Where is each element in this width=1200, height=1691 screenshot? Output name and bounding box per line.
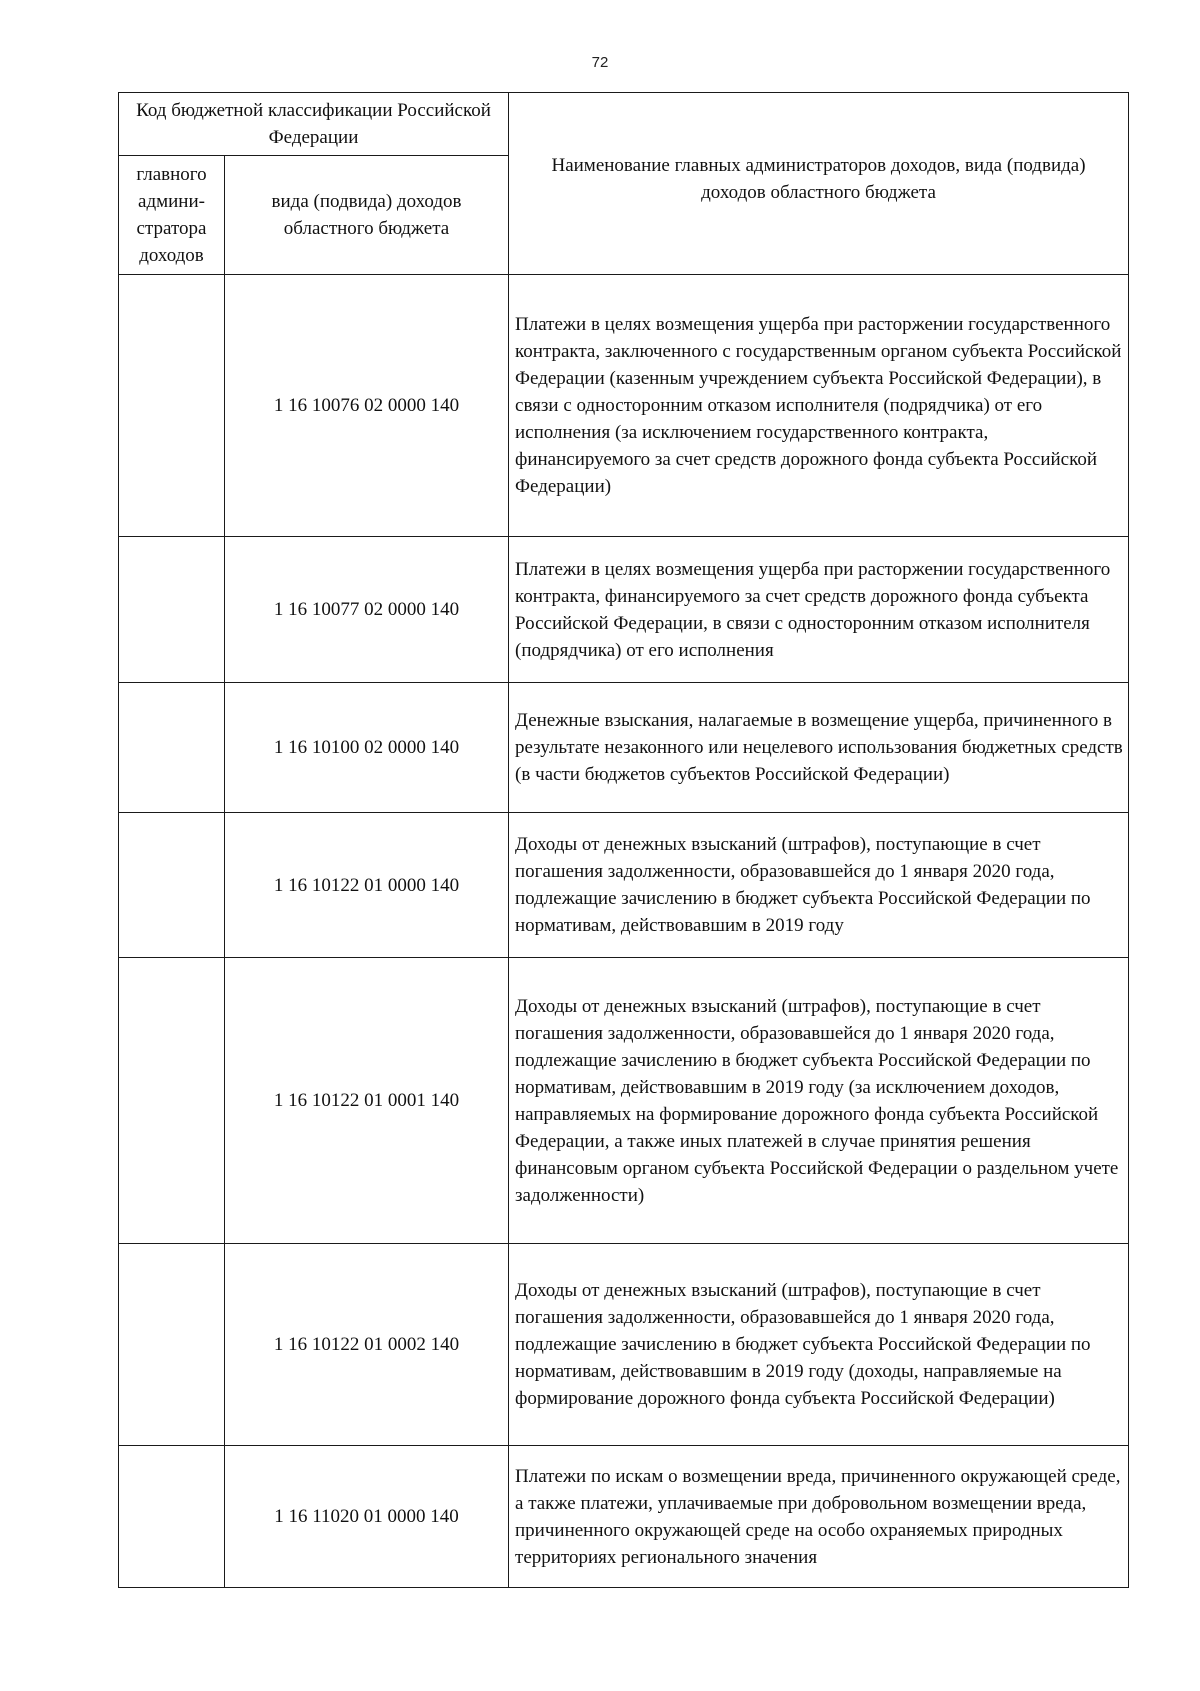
admin-code-cell <box>119 683 225 813</box>
header-code-column: вида (подвида) доходов областного бюджета <box>225 156 509 275</box>
income-name-cell: Платежи по искам о возмещении вреда, причиненного окружающей среде, а также платежи, уплачиваемые при добровольном возмещении вреда, причиненного окружающей среде на особо охраняемых природных территориях регионального значения <box>509 1446 1129 1588</box>
income-code-cell: 1 16 10122 01 0000 140 <box>225 813 509 958</box>
admin-code-cell <box>119 813 225 958</box>
income-name-cell: Платежи в целях возмещения ущерба при расторжении государственного контракта, заключенного с государственным органом субъекта Российской Федерации (казенным учреждением субъекта Российской Федерации), в связи с односторонним отказом исполнителя (подрядчика) от его исполнения (за исключением государственного контракта, финансируемого за счет средств дорожного фонда субъекта Российской Федерации) <box>509 275 1129 537</box>
table-row <box>119 1244 1129 1446</box>
income-name-cell: Платежи в целях возмещения ущерба при расторжении государственного контракта, финансируемого за счет средств дорожного фонда субъекта Российской Федерации, в связи с односторонним отказом исполнителя (подрядчика) от его исполнения <box>509 537 1129 683</box>
table-row <box>119 275 1129 537</box>
table-row <box>119 683 1129 813</box>
income-code-cell: 1 16 10077 02 0000 140 <box>225 537 509 683</box>
income-code-cell: 1 16 10122 01 0002 140 <box>225 1244 509 1446</box>
budget-classification-table <box>118 92 1129 1588</box>
income-code-cell: 1 16 11020 01 0000 140 <box>225 1446 509 1588</box>
admin-code-cell <box>119 958 225 1244</box>
income-code-cell: 1 16 10100 02 0000 140 <box>225 683 509 813</box>
table-row <box>119 813 1129 958</box>
income-name-cell: Доходы от денежных взысканий (штрафов), поступающие в счет погашения задолженности, образовавшейся до 1 января 2020 года, подлежащие зачислению в бюджет субъекта Российской Федерации по нормативам, действовавшим в 2019 году (доходы, направляемые на формирование дорожного фонда субъекта Российской Федерации) <box>509 1244 1129 1446</box>
header-row-top <box>119 93 1129 156</box>
income-code-cell: 1 16 10076 02 0000 140 <box>225 275 509 537</box>
table-row <box>119 1446 1129 1588</box>
admin-code-cell <box>119 1244 225 1446</box>
header-group-title: Код бюджетной классификации Российской Федерации <box>119 93 509 156</box>
income-name-cell: Денежные взыскания, налагаемые в возмещение ущерба, причиненного в результате незаконного или нецелевого использования бюджетных средств (в части бюджетов субъектов Российской Федерации) <box>509 683 1129 813</box>
admin-code-cell <box>119 275 225 537</box>
admin-code-cell <box>119 1446 225 1588</box>
income-name-cell: Доходы от денежных взысканий (штрафов), поступающие в счет погашения задолженности, образовавшейся до 1 января 2020 года, подлежащие зачислению в бюджет субъекта Российской Федерации по нормативам, действовавшим в 2019 году <box>509 813 1129 958</box>
page-number: 72 <box>591 54 609 71</box>
admin-code-cell <box>119 537 225 683</box>
income-name-cell: Доходы от денежных взысканий (штрафов), поступающие в счет погашения задолженности, образовавшейся до 1 января 2020 года, подлежащие зачислению в бюджет субъекта Российской Федерации по нормативам, действовавшим в 2019 году (за исключением доходов, направляемых на формирование дорожного фонда субъекта Российской Федерации, а также иных платежей в случае принятия решения финансовым органом субъекта Российской Федерации о раздельном учете задолженности) <box>509 958 1129 1244</box>
header-name-column: Наименование главных администраторов доходов, вида (подвида) доходов областного бюджета <box>509 93 1129 275</box>
table-row <box>119 537 1129 683</box>
income-code-cell: 1 16 10122 01 0001 140 <box>225 958 509 1244</box>
header-admin-column: главного админи-стратора доходов <box>119 156 225 275</box>
table-row <box>119 958 1129 1244</box>
